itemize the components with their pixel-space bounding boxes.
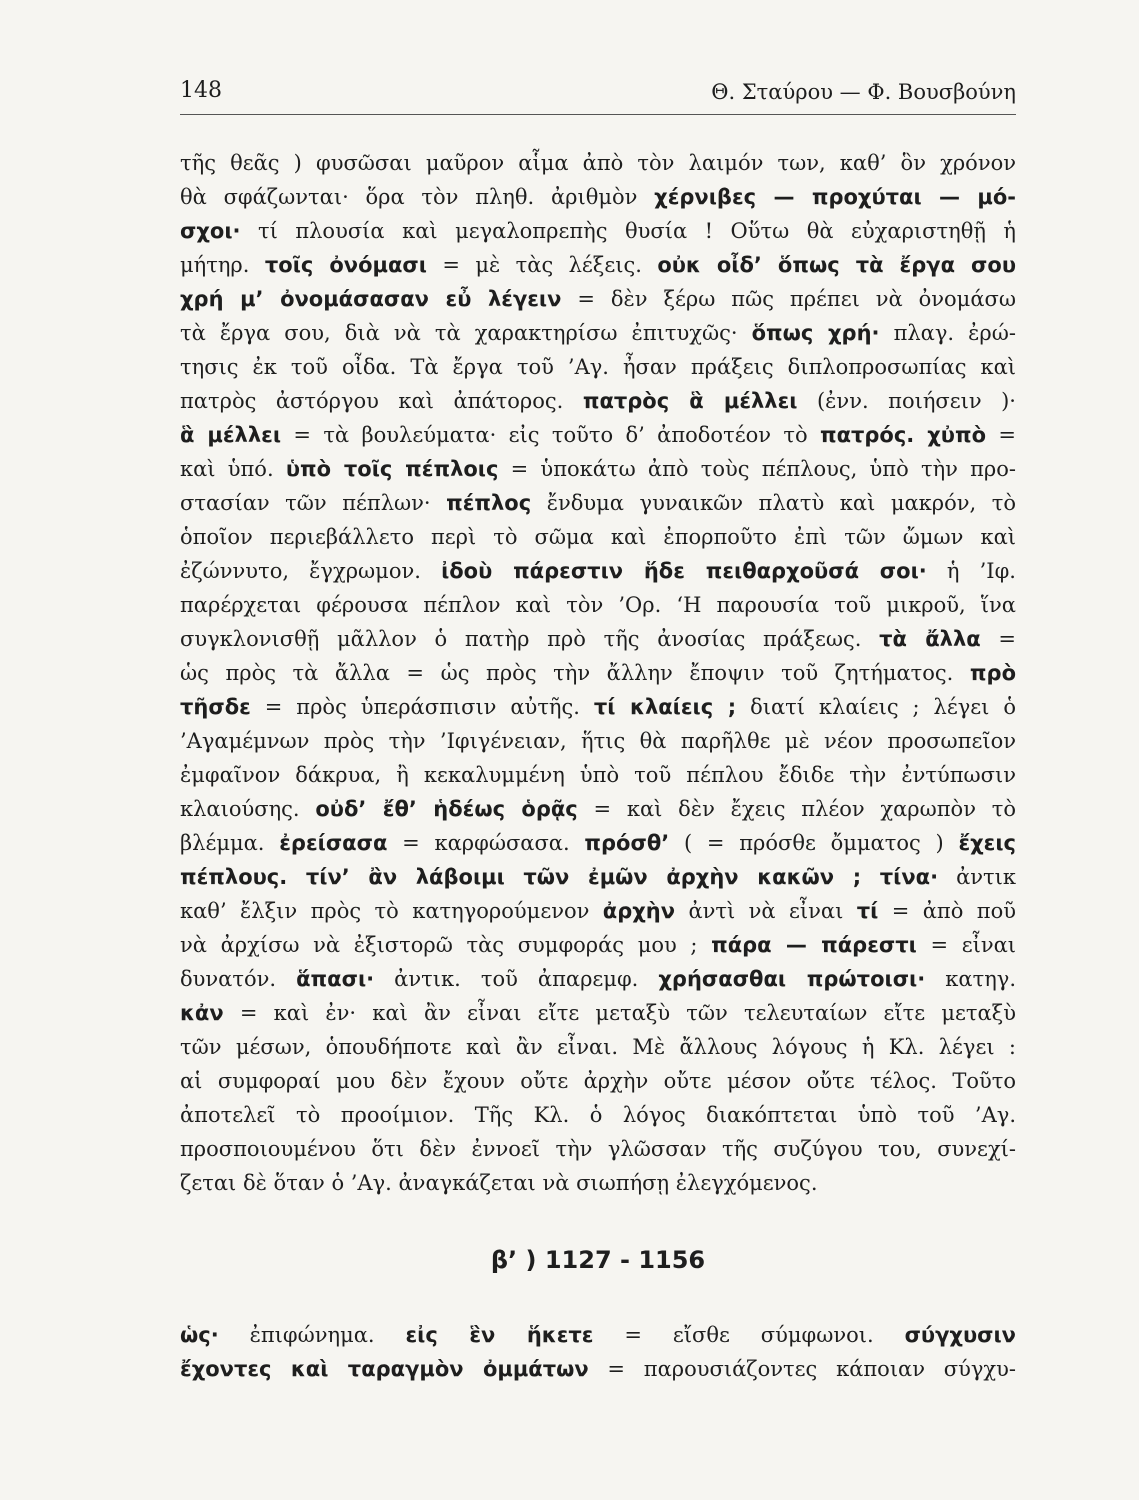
text-run: διατί κλαίεις ; λέγει ὁ — [736, 695, 1016, 719]
text-run: κατηγ. — [925, 967, 1016, 991]
text-run: προσποιουμένου ὅτι δὲν ἐννοεῖ τὴν γλῶσσαν τῆς συζύγου του, συνεχί- — [180, 1137, 1016, 1161]
text-run: ζεται δὲ ὅταν ὁ ’Αγ. ἀναγκάζεται νὰ σιωπήσῃ ἐλεγχόμενος. — [180, 1171, 818, 1195]
text-run: δυνατόν. — [180, 967, 297, 991]
text-line — [180, 1352, 1016, 1386]
text-run: κλαιούσης. — [180, 797, 316, 821]
text-run: τῶν μέσων, ὁπουδήποτε καὶ ἂν εἶναι. Μὲ ἄλλους λόγους ἡ Κλ. λέγει : — [180, 1035, 1016, 1059]
text-line — [180, 418, 1016, 452]
text-line — [180, 214, 1016, 248]
text-line — [180, 554, 1016, 588]
text-run: στασίαν τῶν πέπλων· — [180, 491, 447, 515]
text-run: βλέμμα. — [180, 831, 280, 855]
text-line — [180, 656, 1016, 690]
text-run: = παρουσιάζοντες κάποιαν σύγχυ- — [588, 1357, 1016, 1381]
text-run: τί πλουσία καὶ μεγαλοπρεπὴς θυσία ! Οὕτω θὰ εὐχαριστηθῇ ἡ — [240, 219, 1016, 243]
text-run: τησις ἐκ τοῦ οἶδα. Τὰ ἔργα τοῦ ’Αγ. ἦσαν πράξεις διπλοπροσωπίας καὶ — [180, 355, 1016, 379]
text-line — [180, 316, 1016, 350]
section-commentary-text — [180, 1318, 1016, 1386]
text-line — [180, 350, 1016, 384]
text-line — [180, 1166, 1016, 1200]
text-run: ἀποτελεῖ τὸ προοίμιον. Τῆς Κλ. ὁ λόγος διακόπτεται ὑπὸ τοῦ ’Αγ. — [180, 1103, 1016, 1127]
text-run: ὡς πρὸς τὰ ἄλλα = ὡς πρὸς τὴν ἄλλην ἔποψιν τοῦ ζητήματος. — [180, 661, 970, 685]
text-run: πλαγ. ἐρώ- — [879, 321, 1016, 345]
text-run: αἱ συμφοραί μου δὲν ἔχουν οὔτε ἀρχὴν οὔτε μέσον οὔτε τέλος. Τοῦτο — [180, 1069, 1016, 1093]
text-line — [180, 962, 1016, 996]
text-run: τῆς θεᾶς ) φυσῶσαι μαῦρον αἷμα ἀπὸ τὸν λαιμόν των, καθ’ ὃν χρόνον — [180, 151, 1016, 175]
text-run: = καὶ δὲν ἔχεις πλέον χαρωπὸν τὸ — [577, 797, 1016, 821]
text-run: ἔνδυμα γυναικῶν πλατὺ καὶ μακρόν, τὸ — [531, 491, 1016, 515]
text-line — [180, 384, 1016, 418]
text-run: = ἀπὸ ποῦ — [878, 899, 1016, 923]
lemma-term: ἔχεις — [958, 831, 1016, 855]
lemma-term: τί κλαίεις ; — [593, 695, 737, 719]
lemma-term: πέπλους. τίν’ ἂν λάβοιμι τῶν ἐμῶν ἀρχὴν κακῶν ; τίνα· — [180, 865, 939, 889]
text-run: ’Αγαμέμνων πρὸς τὴν ’Ιφιγένειαν, ἥτις θὰ παρῆλθε μὲ νέον προσωπεῖον — [180, 729, 1016, 753]
lemma-term: πρὸ — [969, 661, 1016, 685]
text-run: καθ’ ἔλξιν πρὸς τὸ κατηγορούμενον — [180, 899, 603, 923]
lemma-term: χρή μ’ ὀνομάσασαν εὖ λέγειν — [180, 287, 562, 311]
running-head-authors: Θ. Σταύρου — Φ. Βουσβούνη — [711, 80, 1016, 104]
text-run: θὰ σφάζωνται· ὅρα τὸν πληθ. ἀριθμὸν — [180, 185, 655, 209]
lemma-term: τί — [856, 899, 879, 923]
text-run: ἀντικ — [938, 865, 1016, 889]
text-run: = τὰ βουλεύματα· εἰς τοῦτο δ’ ἀποδοτέον τὸ — [281, 423, 820, 447]
text-run: ἀντὶ νὰ εἶναι — [675, 899, 857, 923]
text-run: = εἴσθε σύμφωνοι. — [593, 1323, 905, 1347]
text-run: μήτηρ. — [180, 253, 265, 277]
lemma-term: ἰδοὺ πάρεστιν ἥδε πειθαρχοῦσά σοι· — [441, 559, 927, 583]
lemma-term: ὑπὸ τοῖς πέπλοις — [285, 457, 499, 481]
text-run: καὶ ὑπό. — [180, 457, 286, 481]
lemma-term: οὐκ οἶδ’ ὅπως τὰ ἔργα σου — [657, 253, 1016, 277]
text-run: ὁποῖον περιεβάλλετο περὶ τὸ σῶμα καὶ ἐπορποῦτο ἐπὶ τῶν ὤμων καὶ — [180, 525, 1016, 549]
lemma-term: χρήσασθαι πρώτοισι· — [658, 967, 926, 991]
text-run: ( = πρόσθε ὄμματος ) — [669, 831, 959, 855]
text-line — [180, 1064, 1016, 1098]
text-line — [180, 792, 1016, 826]
text-run: = καὶ ἐν· καὶ ἂν εἶναι εἴτε μεταξὺ τῶν τελευταίων εἴτε μεταξὺ — [223, 1001, 1016, 1025]
text-line — [180, 894, 1016, 928]
text-run: ἐμφαῖνον δάκρυα, ἢ κεκαλυμμένη ὑπὸ τοῦ πέπλου ἔδιδε τὴν ἐντύπωσιν — [180, 763, 1016, 787]
text-run: ἀντικ. τοῦ ἀπαρεμφ. — [374, 967, 659, 991]
lemma-term: τοῖς ὀνόμασι — [264, 253, 427, 277]
lemma-term: πέπλος — [446, 491, 532, 515]
lemma-term: εἰς ἓν ἥκετε — [405, 1323, 594, 1347]
text-line — [180, 996, 1016, 1030]
commentary-text — [180, 146, 1016, 1200]
section-heading: β’ ) 1127 - 1156 — [490, 1246, 706, 1274]
lemma-term: τὰ ἄλλα — [879, 627, 981, 651]
text-run: ἐπιφώνημα. — [218, 1323, 406, 1347]
text-run: = δὲν ξέρω πῶς πρέπει νὰ ὀνομάσω — [561, 287, 1016, 311]
text-run: = εἶναι — [916, 933, 1016, 957]
lemma-term: κἀν — [180, 1001, 224, 1025]
lemma-term: σύγχυσιν — [904, 1323, 1016, 1347]
text-line — [180, 1098, 1016, 1132]
lemma-term: χέρνιβες — προχύται — μό- — [654, 185, 1016, 209]
text-run: συγκλονισθῇ μᾶλλον ὁ πατὴρ πρὸ τῆς ἀνοσίας πράξεως. — [180, 627, 880, 651]
text-line — [180, 180, 1016, 214]
text-line — [180, 1132, 1016, 1166]
running-header — [180, 74, 1016, 115]
lemma-term: πατρός. χὐπὸ — [819, 423, 987, 447]
text-run: πατρὸς ἀστόργου καὶ ἀπάτορος. — [180, 389, 583, 413]
text-run: = καρφώσασα. — [387, 831, 585, 855]
lemma-term: ἐρείσασα — [279, 831, 388, 855]
text-run: = ὑποκάτω ἀπὸ τοὺς πέπλους, ὑπὸ τὴν προ- — [498, 457, 1016, 481]
text-run: = πρὸς ὑπεράσπισιν αὐτῆς. — [250, 695, 594, 719]
text-line — [180, 622, 1016, 656]
text-line — [180, 248, 1016, 282]
text-line — [180, 758, 1016, 792]
page-number: 148 — [180, 78, 222, 103]
text-run: παρέρχεται φέρουσα πέπλον καὶ τὸν ’Ορ. ‘Η παρουσία τοῦ μικροῦ, ἵνα — [180, 593, 1016, 617]
lemma-term: ἔχοντες καὶ ταραγμὸν ὀμμάτων — [180, 1357, 589, 1381]
text-line — [180, 690, 1016, 724]
lemma-term: πάρα — πάρεστι — [711, 933, 917, 957]
text-line — [180, 928, 1016, 962]
text-run: νὰ ἀρχίσω νὰ ἐξιστορῶ τὰς συμφοράς μου ; — [180, 933, 712, 957]
text-line — [180, 1030, 1016, 1064]
text-line — [180, 452, 1016, 486]
text-line — [180, 588, 1016, 622]
text-run: ἐζώννυτο, ἔγχρωμον. — [180, 559, 442, 583]
text-line — [180, 486, 1016, 520]
lemma-term: ὅπως χρή· — [751, 321, 880, 345]
lemma-term: πρόσθ’ — [584, 831, 670, 855]
text-line — [180, 1318, 1016, 1352]
lemma-term: τῆσδε — [180, 695, 251, 719]
text-run: = μὲ τὰς λέξεις. — [426, 253, 658, 277]
lemma-term: ἃ μέλλει — [180, 423, 282, 447]
lemma-term: ἅπασι· — [296, 967, 375, 991]
lemma-term: ἀρχὴν — [602, 899, 676, 923]
text-line — [180, 520, 1016, 554]
lemma-term: ὡς· — [180, 1323, 219, 1347]
text-line — [180, 282, 1016, 316]
text-run: (ἐνν. ποιήσειν )· — [797, 389, 1016, 413]
text-run: τὰ ἔργα σου, διὰ νὰ τὰ χαρακτηρίσω ἐπιτυχῶς· — [180, 321, 752, 345]
text-run: ἡ ’Ιφ. — [926, 559, 1016, 583]
text-line — [180, 146, 1016, 180]
text-line — [180, 860, 1016, 894]
text-line — [180, 724, 1016, 758]
lemma-term: σχοι· — [180, 219, 241, 243]
text-run: = — [986, 423, 1016, 447]
lemma-term: πατρὸς ἃ μέλλει — [582, 389, 798, 413]
lemma-term: οὐδ’ ἔθ’ ἡδέως ὁρᾷς — [315, 797, 578, 821]
text-run: = — [980, 627, 1016, 651]
text-line — [180, 826, 1016, 860]
